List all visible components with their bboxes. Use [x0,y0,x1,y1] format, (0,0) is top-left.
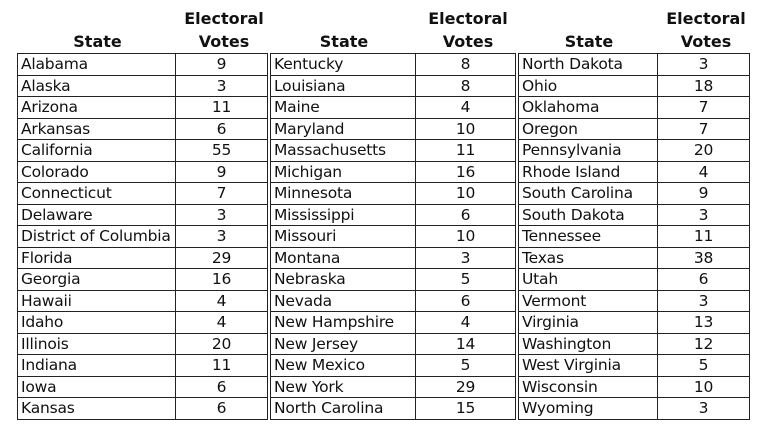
table-row [18,269,268,291]
table-row [18,312,268,334]
state-name-cell: Wisconsin [519,376,658,398]
table-row [271,183,516,205]
electoral-votes-cell: 8 [416,75,516,97]
state-name-cell: Florida [18,247,176,269]
table-row [271,204,516,226]
table-row [519,204,750,226]
electoral-votes-cell: 20 [658,140,750,162]
state-name-cell: Connecticut [18,183,176,205]
table-row [18,376,268,398]
state-name-cell: Tennessee [519,226,658,248]
electoral-votes-cell: 4 [176,290,268,312]
state-name-cell: Iowa [18,376,176,398]
electoral-votes-cell: 5 [416,269,516,291]
electoral-votes-cell: 9 [176,161,268,183]
state-name-cell: Wyoming [519,398,658,420]
table-row [519,161,750,183]
table-row [519,118,750,140]
electoral-votes-cell: 18 [658,75,750,97]
electoral-votes-cell: 11 [176,355,268,377]
header-state-3: State [564,32,614,51]
header-votes-1-line2: Votes [198,32,250,51]
table-row [271,312,516,334]
state-name-cell: Washington [519,333,658,355]
table-row [271,97,516,119]
state-name-cell: District of Columbia [18,226,176,248]
electoral-votes-cell: 16 [176,269,268,291]
table-row [18,97,268,119]
table-row [271,161,516,183]
electoral-votes-cell: 6 [416,290,516,312]
electoral-votes-cell: 10 [416,226,516,248]
table-row [18,290,268,312]
state-name-cell: California [18,140,176,162]
table-row [18,226,268,248]
electoral-votes-cell: 55 [176,140,268,162]
state-name-cell: Utah [519,269,658,291]
electoral-votes-cell: 4 [658,161,750,183]
state-name-cell: North Carolina [271,398,416,420]
electoral-votes-cell: 13 [658,312,750,334]
table-row [519,312,750,334]
table-row [519,97,750,119]
table-row [18,75,268,97]
state-name-cell: Mississippi [271,204,416,226]
electoral-votes-cell: 4 [416,312,516,334]
state-name-cell: Delaware [18,204,176,226]
electoral-votes-cell: 7 [176,183,268,205]
table-row [519,269,750,291]
state-name-cell: Colorado [18,161,176,183]
state-name-cell: Missouri [271,226,416,248]
electoral-votes-cell: 6 [658,269,750,291]
table-row [271,355,516,377]
electoral-votes-cell: 3 [176,204,268,226]
electoral-votes-cell: 10 [658,376,750,398]
table-row [271,398,516,420]
table-row [519,183,750,205]
state-name-cell: Hawaii [18,290,176,312]
table-row [271,333,516,355]
electoral-votes-cell: 12 [658,333,750,355]
table-row [18,204,268,226]
electoral-votes-cell: 5 [416,355,516,377]
state-name-cell: South Carolina [519,183,658,205]
electoral-votes-cell: 7 [658,118,750,140]
state-name-cell: New Mexico [271,355,416,377]
table-row [519,398,750,420]
state-name-cell: Montana [271,247,416,269]
state-name-cell: Massachusetts [271,140,416,162]
electoral-votes-cell: 6 [176,376,268,398]
electoral-votes-cell: 3 [658,54,750,76]
electoral-votes-cell: 6 [176,118,268,140]
state-name-cell: New Hampshire [271,312,416,334]
electoral-votes-cell: 9 [176,54,268,76]
table-row [18,398,268,420]
state-name-cell: Alabama [18,54,176,76]
electoral-votes-cell: 6 [416,204,516,226]
state-name-cell: Louisiana [271,75,416,97]
table-row [271,247,516,269]
table-row [271,269,516,291]
state-name-cell: Virginia [519,312,658,334]
table-row [271,226,516,248]
table-row [18,140,268,162]
state-name-cell: South Dakota [519,204,658,226]
electoral-votes-cell: 4 [176,312,268,334]
table-row [271,75,516,97]
electoral-votes-cell: 9 [658,183,750,205]
electoral-votes-cell: 3 [658,398,750,420]
state-name-cell: North Dakota [519,54,658,76]
electoral-table-group-3 [518,53,750,420]
state-name-cell: Ohio [519,75,658,97]
electoral-table-group-1 [17,53,268,420]
state-name-cell: Vermont [519,290,658,312]
electoral-votes-cell: 15 [416,398,516,420]
electoral-votes-cell: 10 [416,183,516,205]
state-name-cell: Maryland [271,118,416,140]
header-state-1: State [73,32,122,51]
header-votes-1-line1: Electoral [184,9,264,28]
header-votes-3-line2: Votes [680,32,732,51]
state-name-cell: Minnesota [271,183,416,205]
state-name-cell: Idaho [18,312,176,334]
state-name-cell: Oklahoma [519,97,658,119]
table-row [18,247,268,269]
state-name-cell: Illinois [18,333,176,355]
state-name-cell: Georgia [18,269,176,291]
electoral-votes-cell: 8 [416,54,516,76]
header-votes-3-line1: Electoral [666,9,746,28]
electoral-votes-cell: 14 [416,333,516,355]
state-name-cell: Oregon [519,118,658,140]
electoral-table-group-2 [270,53,516,420]
electoral-votes-cell: 11 [416,140,516,162]
electoral-votes-cell: 16 [416,161,516,183]
table-row [18,183,268,205]
state-name-cell: Pennsylvania [519,140,658,162]
electoral-votes-cell: 20 [176,333,268,355]
state-name-cell: Maine [271,97,416,119]
state-name-cell: New York [271,376,416,398]
state-name-cell: Indiana [18,355,176,377]
table-row [271,290,516,312]
header-votes-2-line2: Votes [442,32,494,51]
electoral-votes-cell: 29 [416,376,516,398]
state-name-cell: Nebraska [271,269,416,291]
table-row [519,54,750,76]
state-name-cell: Arizona [18,97,176,119]
table-row [18,161,268,183]
state-name-cell: Nevada [271,290,416,312]
table-row [18,118,268,140]
table-row [271,54,516,76]
electoral-votes-cell: 3 [176,75,268,97]
state-name-cell: Kansas [18,398,176,420]
state-name-cell: Rhode Island [519,161,658,183]
table-row [519,376,750,398]
electoral-votes-cell: 11 [176,97,268,119]
electoral-votes-cell: 29 [176,247,268,269]
electoral-votes-cell: 3 [658,290,750,312]
state-name-cell: New Jersey [271,333,416,355]
electoral-votes-cell: 7 [658,97,750,119]
state-name-cell: West Virginia [519,355,658,377]
state-name-cell: Kentucky [271,54,416,76]
table-row [519,140,750,162]
electoral-votes-cell: 4 [416,97,516,119]
table-row [519,226,750,248]
table-row [18,333,268,355]
header-votes-2-line1: Electoral [428,9,508,28]
electoral-votes-cell: 3 [416,247,516,269]
table-row [519,247,750,269]
state-name-cell: Arkansas [18,118,176,140]
state-name-cell: Michigan [271,161,416,183]
electoral-votes-cell: 5 [658,355,750,377]
electoral-votes-cell: 38 [658,247,750,269]
table-row [271,140,516,162]
table-row [271,376,516,398]
table-row [18,355,268,377]
electoral-votes-cell: 3 [658,204,750,226]
electoral-votes-cell: 10 [416,118,516,140]
electoral-votes-cell: 11 [658,226,750,248]
header-state-2: State [319,32,369,51]
state-name-cell: Texas [519,247,658,269]
table-row [271,118,516,140]
electoral-votes-cell: 3 [176,226,268,248]
electoral-votes-cell: 6 [176,398,268,420]
table-row [519,355,750,377]
table-row [18,54,268,76]
table-row [519,75,750,97]
table-row [519,290,750,312]
state-name-cell: Alaska [18,75,176,97]
table-row [519,333,750,355]
